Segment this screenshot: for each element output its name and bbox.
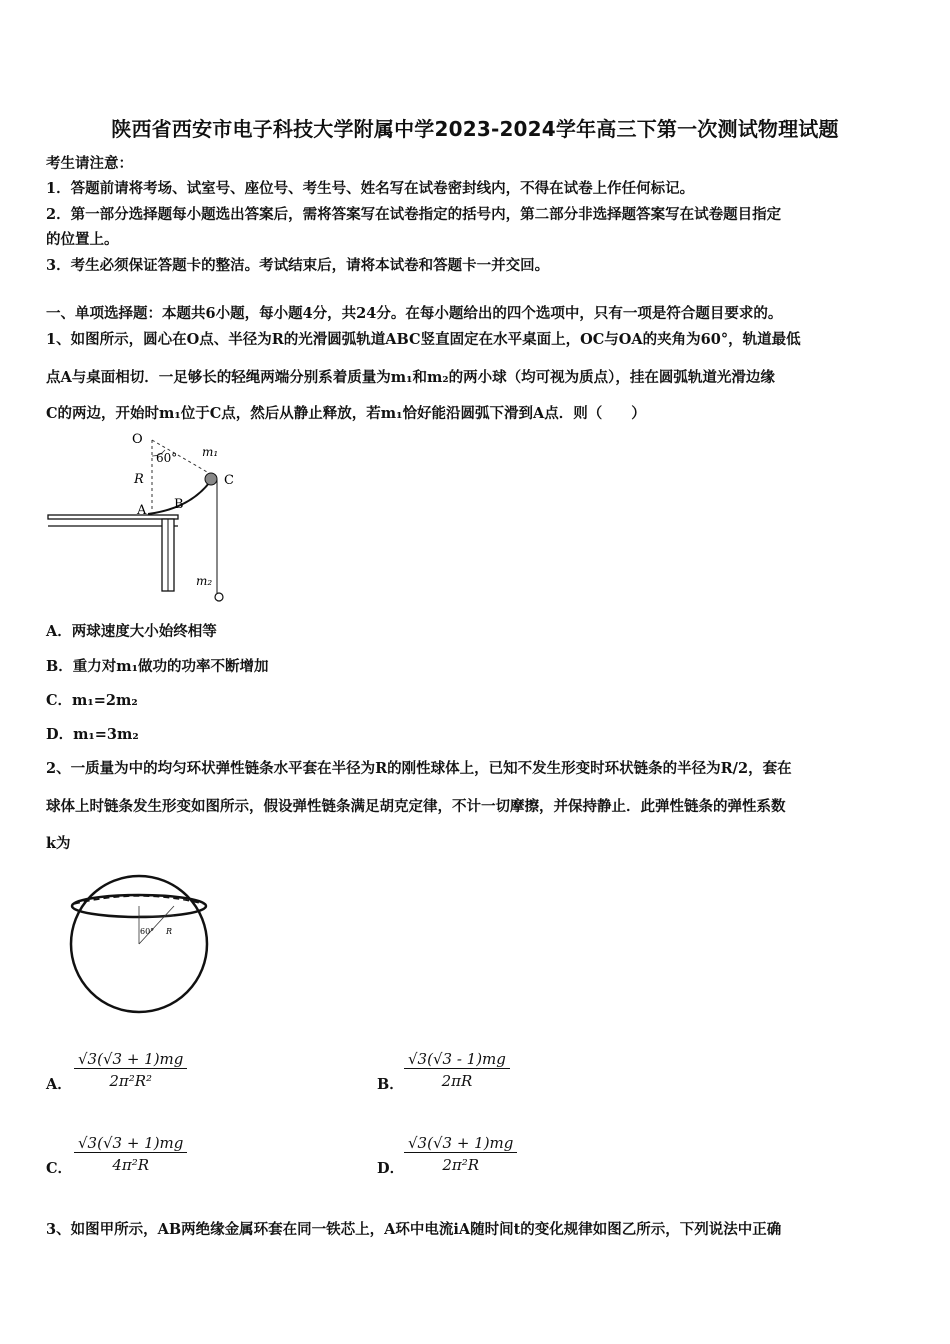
q2-option-b-label: B． (377, 1076, 404, 1093)
section-heading: 一、单项选择题：本题共6小题，每小题4分，共24分。在每小题给出的四个选项中，只有一项是符合题目要求的。 (46, 305, 783, 322)
q2-option-a-label: A． (46, 1076, 72, 1093)
q1-stem-line: 1、如图所示，圆心在O点、半径为R的光滑圆弧轨道ABC竖直固定在水平桌面上，OC与OA的夹角为60°，轨道最低 (46, 331, 801, 348)
q2-option-a-formula (74, 1050, 187, 1090)
q2-option-d-label: D． (377, 1160, 405, 1177)
q2-option-c-formula (74, 1134, 187, 1174)
notice-item: 的位置上。 (46, 231, 119, 248)
q2-figure (64, 864, 214, 1016)
notice-heading: 考生请注意： (46, 155, 133, 172)
fig-label-B: B (174, 497, 184, 512)
formula-denominator: 2π²R (442, 1156, 480, 1174)
fig-label-m1: m₁ (202, 445, 219, 459)
notice-item: 3．考生必须保证答题卡的整洁。考试结束后，请将本试卷和答题卡一并交回。 (46, 257, 550, 274)
q2-stem-line: k为 (46, 835, 71, 852)
exam-title: 陕西省西安市电子科技大学附属中学2023-2024学年高三下第一次测试物理试题 (111, 117, 839, 141)
q2-option-c-label: C． (46, 1160, 73, 1177)
formula-denominator: 2π²R² (109, 1072, 153, 1090)
q1-option-c: C．m₁=2m₂ (46, 692, 138, 709)
fig-label-angle: 60° (140, 927, 155, 936)
formula-denominator: 2πR (441, 1072, 473, 1090)
q1-figure (44, 430, 254, 608)
q2-option-d-formula (404, 1134, 517, 1174)
notice-item: 1．答题前请将考场、试室号、座位号、考生号、姓名写在试卷密封线内，不得在试卷上作任何标记。 (46, 180, 695, 197)
fig-label-m2: m₂ (196, 574, 213, 588)
formula-numerator: √3(√3 - 1)mg (404, 1050, 510, 1069)
formula-numerator: √3(√3 + 1)mg (404, 1134, 517, 1153)
q1-option-b: B．重力对m₁做功的功率不断增加 (46, 658, 269, 675)
q2-option-b-formula (404, 1050, 510, 1090)
formula-denominator: 4π²R (112, 1156, 150, 1174)
q2-stem-line: 2、一质量为中的均匀环状弹性链条水平套在半径为R的刚性球体上，已知不发生形变时环状链条的半径为R/2，套在 (46, 760, 792, 777)
q1-stem-line: 点A与桌面相切．一足够长的轻绳两端分别系着质量为m₁和m₂的两小球（均可视为质点），挂在圆弧轨道光滑边缘 (46, 369, 775, 386)
q3-stem-line: 3、如图甲所示，AB两绝缘金属环套在同一铁芯上，A环中电流iA随时间t的变化规律如图乙所示，下列说法中正确 (46, 1221, 782, 1238)
fig-label-A: A (137, 503, 147, 518)
formula-numerator: √3(√3 + 1)mg (74, 1050, 187, 1069)
fig-label-R: R (134, 472, 144, 487)
fig-label-O: O (132, 432, 143, 447)
q1-stem-line: C的两边，开始时m₁位于C点，然后从静止释放，若m₁恰好能沿圆弧下滑到A点．则（ ） (46, 405, 646, 422)
fig-label-C: C (224, 473, 234, 488)
q1-option-a: A．两球速度大小始终相等 (46, 623, 217, 640)
notice-item: 2．第一部分选择题每小题选出答案后，需将答案写在试卷指定的括号内，第二部分非选择题答案写在试卷题目指定 (46, 206, 782, 223)
fig-label-R: R (166, 927, 173, 936)
formula-numerator: √3(√3 + 1)mg (74, 1134, 187, 1153)
q2-stem-line: 球体上时链条发生形变如图所示，假设弹性链条满足胡克定律，不计一切摩擦，并保持静止．此弹性链条的弹性系数 (46, 798, 786, 815)
fig-label-angle: 60° (156, 451, 178, 465)
q1-option-d: D．m₁=3m₂ (46, 726, 139, 743)
